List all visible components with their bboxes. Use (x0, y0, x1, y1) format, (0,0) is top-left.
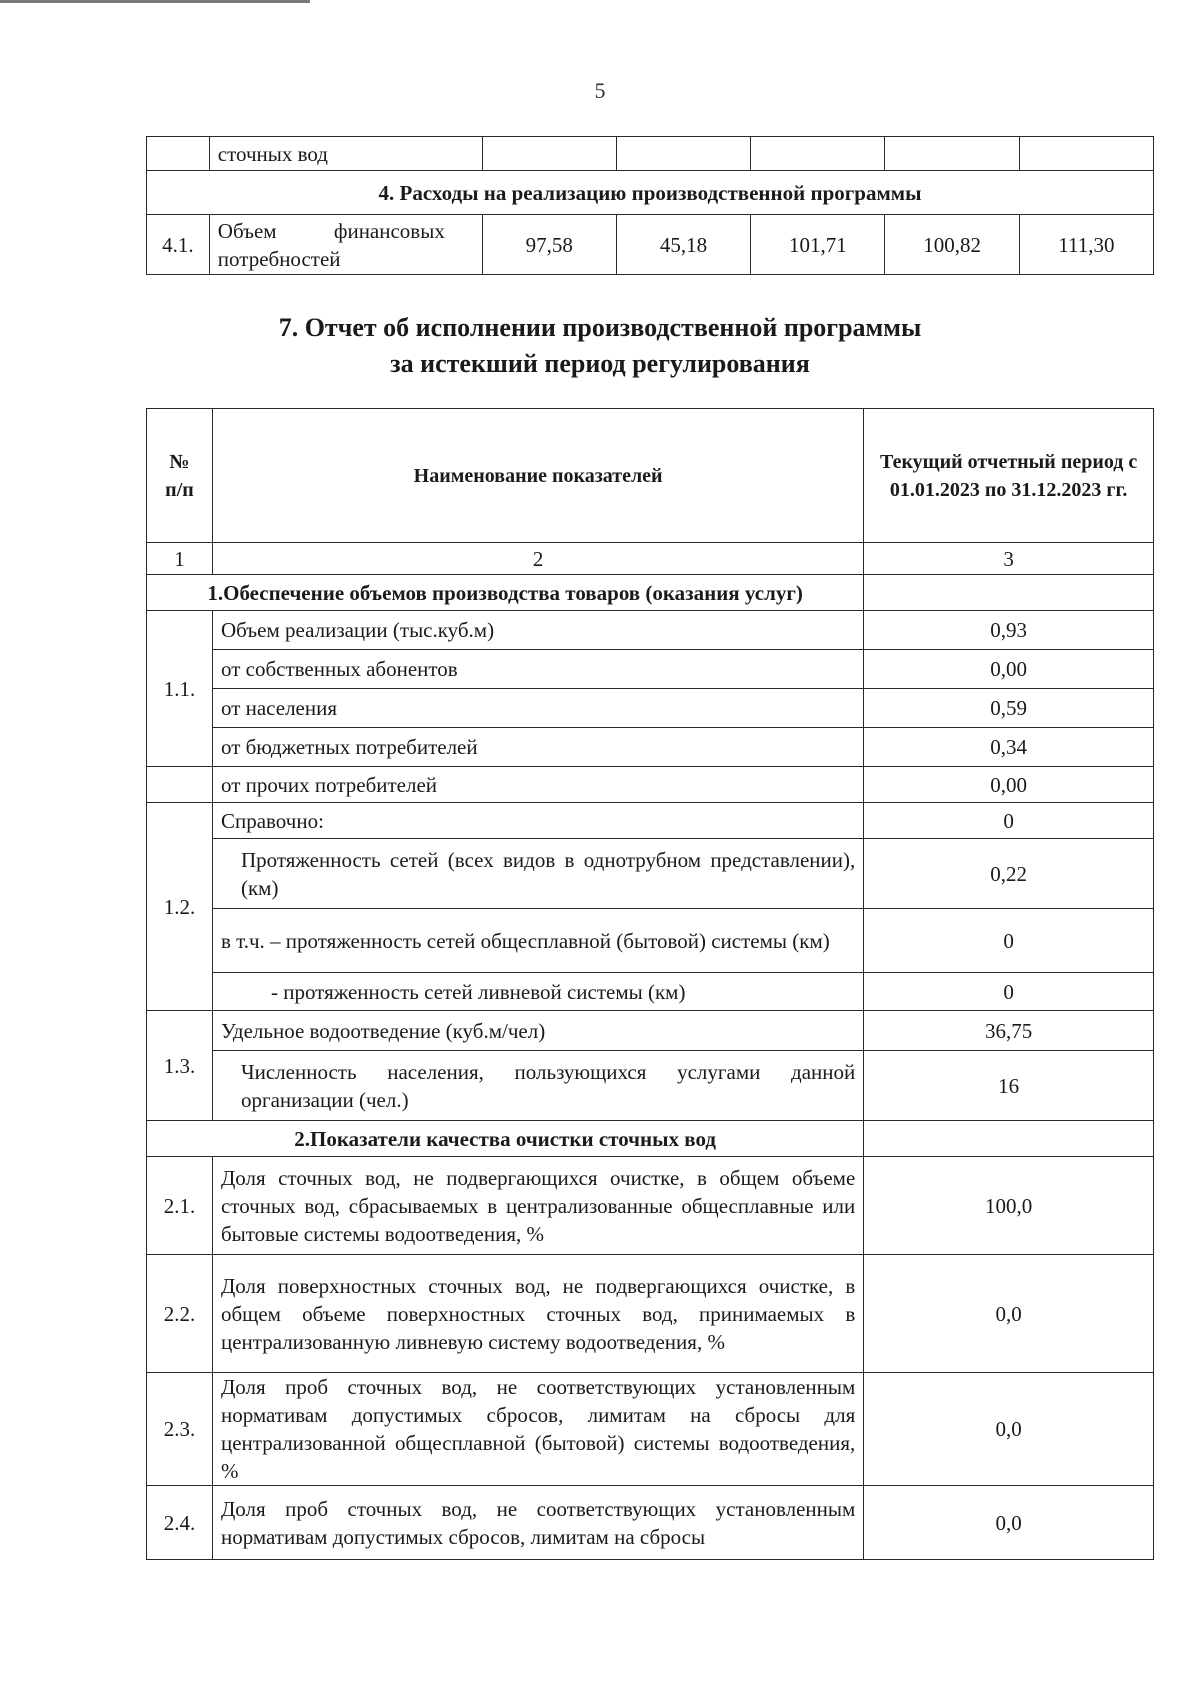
table-section-row (147, 171, 1154, 215)
row-label: в т.ч. – протяженность сетей общесплавной (бытовой) системы (км) (212, 909, 863, 973)
table-row (147, 1157, 1154, 1255)
table-row (147, 728, 1154, 767)
value-cell: 0,00 (864, 650, 1154, 689)
row-number: 2.2. (147, 1255, 213, 1373)
value-cell: 101,71 (751, 215, 885, 275)
value-cell: 0,00 (864, 767, 1154, 803)
row-number: 4.1. (147, 215, 210, 275)
row-label: Численность населения, пользующихся услугами данной организации (чел.) (212, 1051, 863, 1121)
table-row (147, 1051, 1154, 1121)
value-cell: 111,30 (1019, 215, 1153, 275)
header-name: Наименование показателей (212, 409, 863, 543)
table-row (147, 215, 1154, 275)
value-cell: 0,0 (864, 1486, 1154, 1560)
value-cell: 0,34 (864, 728, 1154, 767)
section-title (0, 310, 1200, 382)
row-number: 1.3. (147, 1011, 213, 1121)
empty-cell (147, 767, 213, 803)
table-row (147, 1255, 1154, 1373)
row-label: от собственных абонентов (212, 650, 863, 689)
scan-edge-line (0, 0, 310, 3)
table-row (147, 1011, 1154, 1051)
table-row (147, 839, 1154, 909)
row-label: Протяженность сетей (всех видов в однотрубном представлении), (км) (212, 839, 863, 909)
row-label: от бюджетных потребителей (212, 728, 863, 767)
section-heading: 1.Обеспечение объемов производства товаров (оказания услуг) (147, 575, 864, 611)
index-cell: 2 (212, 543, 863, 575)
value-cell: 0,0 (864, 1373, 1154, 1486)
row-label: - протяженность сетей ливневой системы (км) (212, 973, 863, 1011)
table-section-row (147, 575, 1154, 611)
row-label: Удельное водоотведение (куб.м/чел) (212, 1011, 863, 1051)
row-label: от населения (212, 689, 863, 728)
label-line (218, 217, 474, 245)
report-table (146, 408, 1154, 1560)
value-cell: 100,0 (864, 1157, 1154, 1255)
table-row (147, 650, 1154, 689)
label-text: Объем финансовых (217, 218, 445, 243)
value-cell: 16 (864, 1051, 1154, 1121)
row-number: 2.3. (147, 1373, 213, 1486)
num-cell (147, 137, 210, 171)
page-number: 5 (594, 78, 606, 103)
value-cell: 0 (864, 973, 1154, 1011)
value-cell (616, 137, 750, 171)
table-row (147, 973, 1154, 1011)
row-label: Доля сточных вод, не подвергающихся очистке, в общем объеме сточных вод, сбрасываемых в централизованные общесплавные или бытовые системы водоотведения, % (212, 1157, 863, 1255)
row-number: 1.2. (147, 803, 213, 1011)
section-title-line: за истекший период регулирования (390, 349, 810, 378)
row-label: Доля проб сточных вод, не соответствующих установленным нормативам допустимых сбросов, лимитам на сбросы для централизованной общесплавной (бытовой) системы водоотведения, % (212, 1373, 863, 1486)
value-cell (885, 137, 1019, 171)
value-cell: 97,58 (482, 215, 616, 275)
row-label: Доля проб сточных вод, не соответствующих установленным нормативам допустимых сбросов, лимитам на сбросы (212, 1486, 863, 1560)
value-cell: 0,22 (864, 839, 1154, 909)
header-number: № п/п (147, 409, 213, 543)
continued-table (146, 136, 1154, 275)
value-cell: 0 (864, 803, 1154, 839)
value-cell: 45,18 (616, 215, 750, 275)
section-title-line: 7. Отчет об исполнении производственной программы (278, 313, 922, 342)
value-cell (482, 137, 616, 171)
value-cell: 0 (864, 909, 1154, 973)
table-section-row (147, 1121, 1154, 1157)
row-label: Доля поверхностных сточных вод, не подвергающихся очистке, в общем объеме поверхностных сточных вод, принимаемых в централизованную ливневую систему водоотведения, % (212, 1255, 863, 1373)
header-period: Текущий отчетный период с 01.01.2023 по 31.12.2023 гг. (864, 409, 1154, 543)
row-number: 2.4. (147, 1486, 213, 1560)
table-row (147, 1486, 1154, 1560)
table-row (147, 137, 1154, 171)
value-cell: 0,0 (864, 1255, 1154, 1373)
table-row (147, 803, 1154, 839)
value-cell (1019, 137, 1153, 171)
table-row (147, 909, 1154, 973)
index-cell: 3 (864, 543, 1154, 575)
section-heading: 2.Показатели качества очистки сточных вод (147, 1121, 864, 1157)
table-row (147, 689, 1154, 728)
table-header-row (147, 409, 1154, 543)
table-row (147, 767, 1154, 803)
row-number: 1.1. (147, 611, 213, 767)
row-label (209, 215, 482, 275)
index-row (147, 543, 1154, 575)
row-label: Справочно: (212, 803, 863, 839)
empty-cell (864, 1121, 1154, 1157)
value-cell (751, 137, 885, 171)
name-cell: сточных вод (209, 137, 482, 171)
empty-cell (864, 575, 1154, 611)
value-cell: 0,59 (864, 689, 1154, 728)
value-cell: 0,93 (864, 611, 1154, 650)
row-number: 2.1. (147, 1157, 213, 1255)
index-cell: 1 (147, 543, 213, 575)
section-heading: 4. Расходы на реализацию производственной программы (147, 171, 1154, 215)
table-row (147, 611, 1154, 650)
value-cell: 100,82 (885, 215, 1019, 275)
label-line: потребностей (217, 246, 341, 271)
value-cell: 36,75 (864, 1011, 1154, 1051)
row-label: Объем реализации (тыс.куб.м) (212, 611, 863, 650)
row-label: от прочих потребителей (212, 767, 863, 803)
table-row (147, 1373, 1154, 1486)
